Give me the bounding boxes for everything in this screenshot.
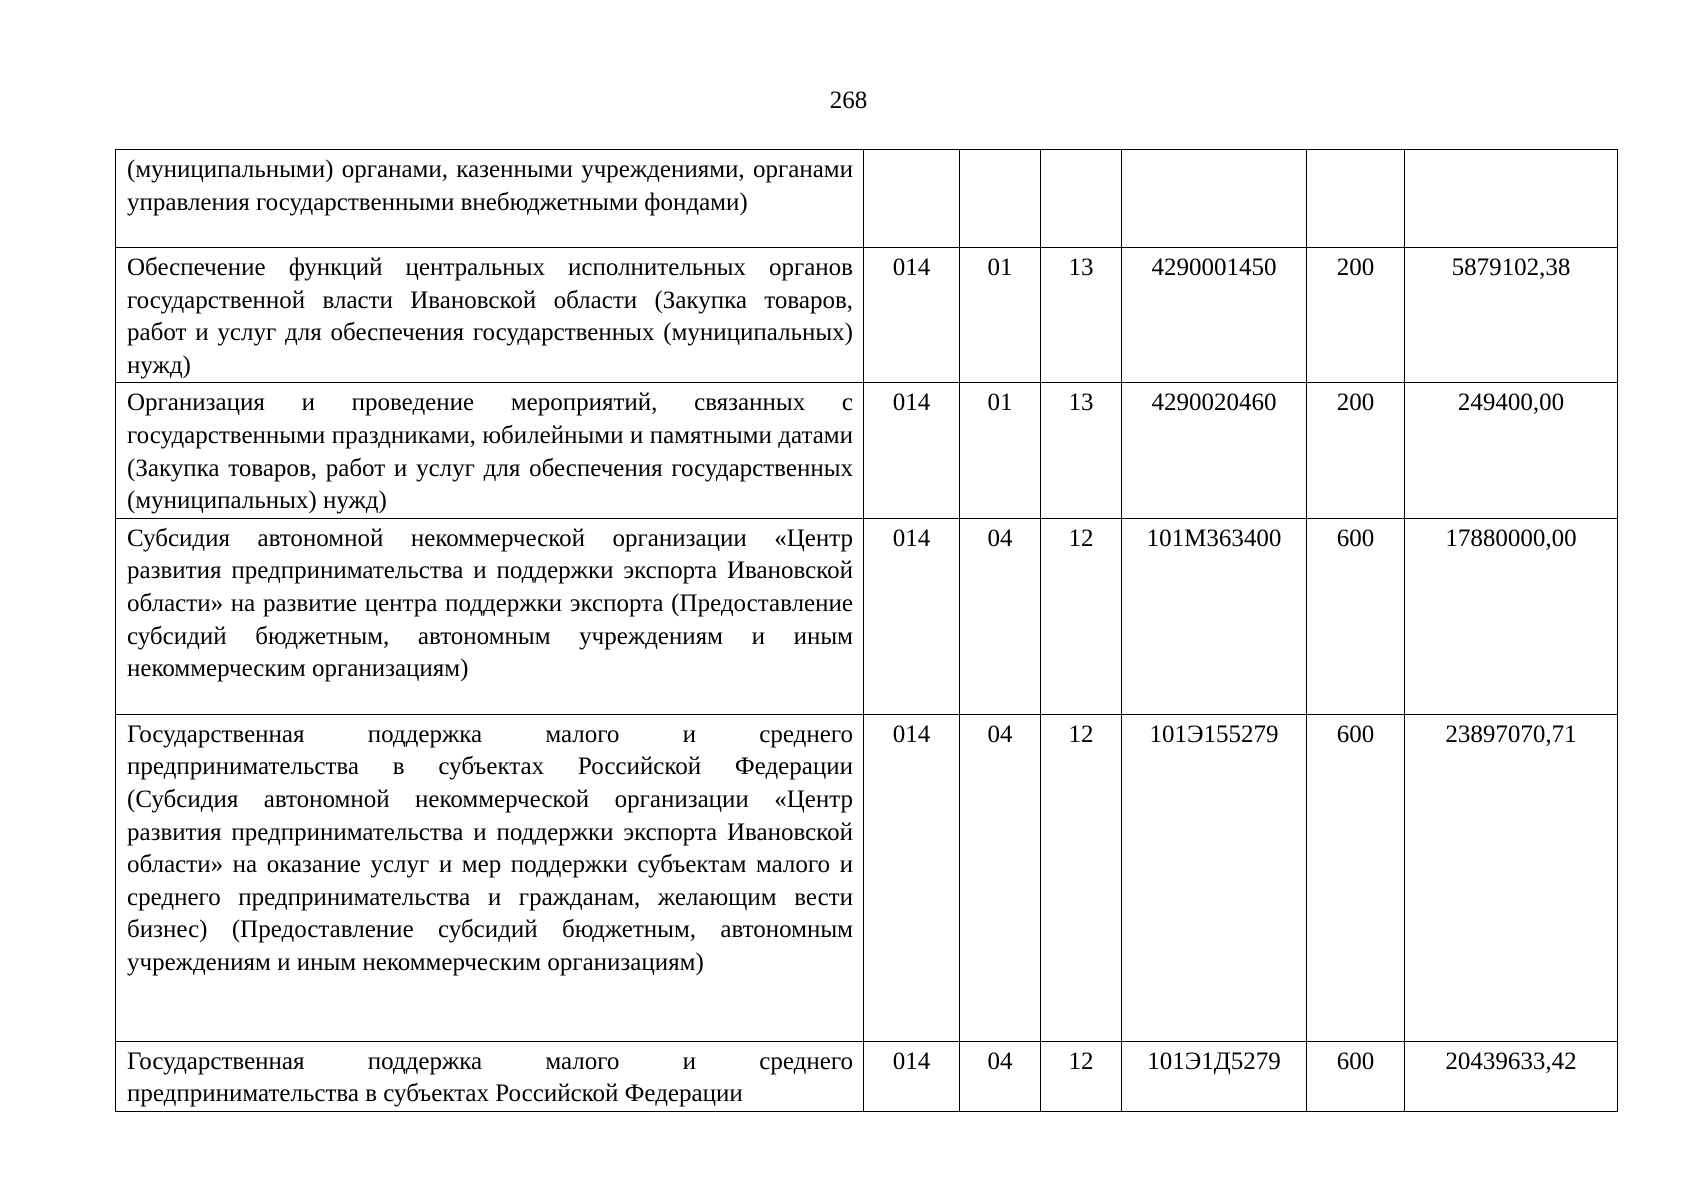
- table-row: [116, 383, 1618, 518]
- expense-type-code: 600: [1307, 1041, 1405, 1111]
- section-code: 01: [960, 383, 1041, 518]
- section-code: 01: [960, 248, 1041, 383]
- amount: [1405, 150, 1618, 248]
- section-code: 04: [960, 518, 1041, 714]
- ministry-code: 014: [864, 248, 960, 383]
- ministry-code: 014: [864, 383, 960, 518]
- target-article-code: 101M363400: [1122, 518, 1307, 714]
- amount: 20439633,42: [1405, 1041, 1618, 1111]
- row-description: Организация и проведение мероприятий, связанных с государственными праздниками, юбилейными и памятными датами (Закупка товаров, работ и услуг для обеспечения государственных (муниципальных) нужд): [116, 383, 864, 518]
- row-description: Государственная поддержка малого и среднего предпринимательства в субъектах Российской Федерации: [116, 1041, 864, 1111]
- table-row: [116, 518, 1618, 714]
- subsection-code: [1041, 150, 1122, 248]
- expense-type-code: 200: [1307, 248, 1405, 383]
- amount: 23897070,71: [1405, 714, 1618, 1041]
- table-row: [116, 248, 1618, 383]
- section-code: [960, 150, 1041, 248]
- expense-type-code: 600: [1307, 518, 1405, 714]
- row-description: Государственная поддержка малого и среднего предпринимательства в субъектах Российской Федерации (Субсидия автономной некоммерческой организации «Центр развития предпринимательства и поддержки экспорта Ивановской области» на оказание услуг и мер поддержки субъектам малого и среднего предпринимательства и гражданам, желающим вести бизнес) (Предоставление субсидий бюджетным, автономным учреждениям и иным некоммерческим организациям): [116, 714, 864, 1041]
- page-number: 268: [829, 87, 868, 114]
- amount: 5879102,38: [1405, 248, 1618, 383]
- table-row: [116, 150, 1618, 248]
- subsection-code: 12: [1041, 518, 1122, 714]
- target-article-code: 101Э1Д5279: [1122, 1041, 1307, 1111]
- row-description: (муниципальными) органами, казенными учреждениями, органами управления государственными внебюджетными фондами): [116, 150, 864, 248]
- subsection-code: 12: [1041, 1041, 1122, 1111]
- ministry-code: 014: [864, 714, 960, 1041]
- target-article-code: [1122, 150, 1307, 248]
- section-code: 04: [960, 1041, 1041, 1111]
- expense-type-code: 600: [1307, 714, 1405, 1041]
- expense-type-code: [1307, 150, 1405, 248]
- row-description: Обеспечение функций центральных исполнительных органов государственной власти Ивановской области (Закупка товаров, работ и услуг для обеспечения государственных (муниципальных) нужд): [116, 248, 864, 383]
- target-article-code: 4290001450: [1122, 248, 1307, 383]
- subsection-code: 13: [1041, 383, 1122, 518]
- table-row: [116, 714, 1618, 1041]
- subsection-code: 13: [1041, 248, 1122, 383]
- amount: 249400,00: [1405, 383, 1618, 518]
- subsection-code: 12: [1041, 714, 1122, 1041]
- budget-table: [115, 149, 1618, 1112]
- ministry-code: [864, 150, 960, 248]
- section-code: 04: [960, 714, 1041, 1041]
- expense-type-code: 200: [1307, 383, 1405, 518]
- row-description: Субсидия автономной некоммерческой организации «Центр развития предпринимательства и поддержки экспорта Ивановской области» на развитие центра поддержки экспорта (Предоставление субсидий бюджетным, автономным учреждениям и иным некоммерческим организациям): [116, 518, 864, 714]
- ministry-code: 014: [864, 518, 960, 714]
- amount: 17880000,00: [1405, 518, 1618, 714]
- table-row: [116, 1041, 1618, 1111]
- ministry-code: 014: [864, 1041, 960, 1111]
- target-article-code: 101Э155279: [1122, 714, 1307, 1041]
- target-article-code: 4290020460: [1122, 383, 1307, 518]
